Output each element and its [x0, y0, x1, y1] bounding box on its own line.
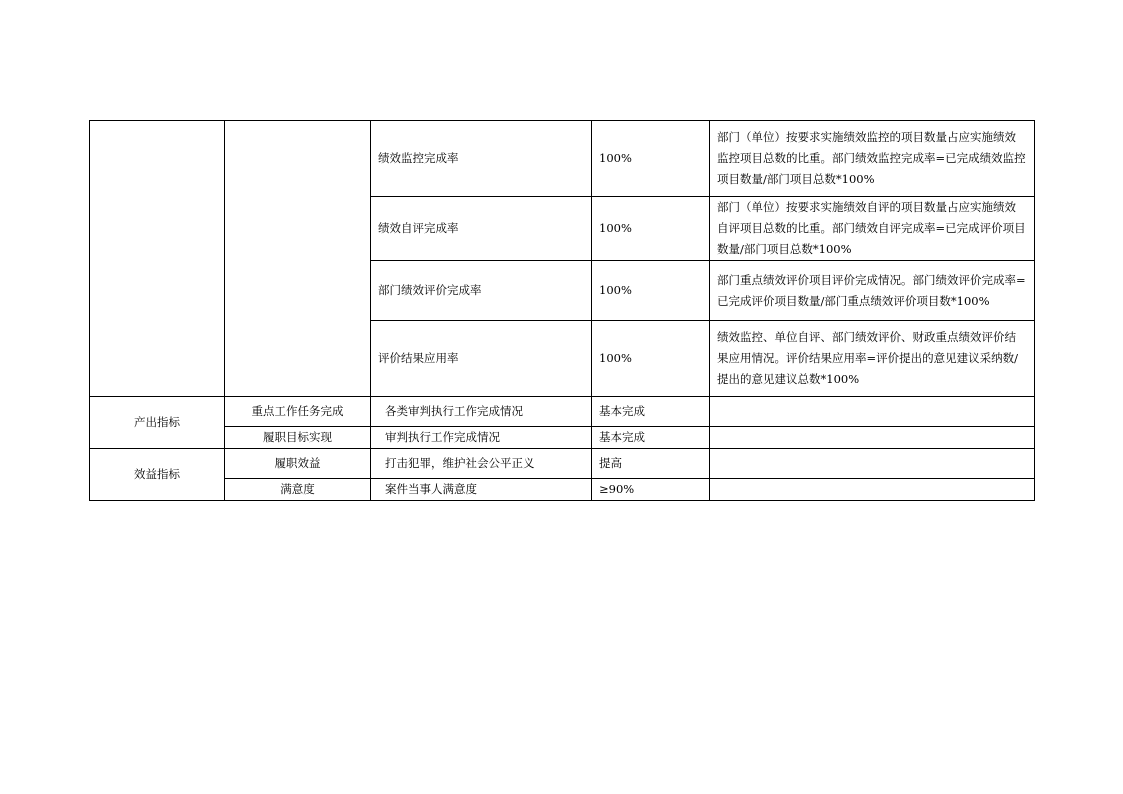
- value-cell: 100%: [592, 121, 710, 197]
- indicator-cell: 打击犯罪，维护社会公平正义: [371, 449, 592, 479]
- table-row: [90, 397, 1035, 427]
- indicator-cell: 审判执行工作完成情况: [371, 427, 592, 449]
- subcategory-cell: 履职目标实现: [225, 427, 371, 449]
- description-cell: 部门重点绩效评价项目评价完成情况。部门绩效评价完成率=已完成评价项目数量/部门重点绩效评价项目数*100%: [710, 261, 1035, 321]
- description-cell: 绩效监控、单位自评、部门绩效评价、财政重点绩效评价结果应用情况。评价结果应用率=评价提出的意见建议采纳数/提出的意见建议总数*100%: [710, 321, 1035, 397]
- value-cell: 基本完成: [592, 397, 710, 427]
- indicator-cell: 各类审判执行工作完成情况: [371, 397, 592, 427]
- category-benefit: 效益指标: [90, 449, 225, 501]
- value-cell: 基本完成: [592, 427, 710, 449]
- value-cell: 100%: [592, 261, 710, 321]
- table-row: [90, 121, 1035, 197]
- table-row: [90, 427, 1035, 449]
- subcategory-cell-empty: [225, 121, 371, 397]
- description-cell: [710, 479, 1035, 501]
- description-cell: 部门（单位）按要求实施绩效监控的项目数量占应实施绩效监控项目总数的比重。部门绩效监控完成率=已完成绩效监控项目数量/部门项目总数*100%: [710, 121, 1035, 197]
- table-row: [90, 449, 1035, 479]
- subcategory-cell: 履职效益: [225, 449, 371, 479]
- value-cell: 100%: [592, 197, 710, 261]
- indicator-cell: 案件当事人满意度: [371, 479, 592, 501]
- category-cell-empty: [90, 121, 225, 397]
- indicator-cell: 部门绩效评价完成率: [371, 261, 592, 321]
- description-cell: 部门（单位）按要求实施绩效自评的项目数量占应实施绩效自评项目总数的比重。部门绩效自评完成率=已完成评价项目数量/部门项目总数*100%: [710, 197, 1035, 261]
- indicator-cell: 评价结果应用率: [371, 321, 592, 397]
- subcategory-cell: 重点工作任务完成: [225, 397, 371, 427]
- description-cell: [710, 397, 1035, 427]
- indicator-cell: 绩效自评完成率: [371, 197, 592, 261]
- indicator-cell: 绩效监控完成率: [371, 121, 592, 197]
- category-output: 产出指标: [90, 397, 225, 449]
- subcategory-cell: 满意度: [225, 479, 371, 501]
- performance-indicator-table: [89, 120, 1035, 501]
- value-cell: 提高: [592, 449, 710, 479]
- value-cell: ≥90%: [592, 479, 710, 501]
- table-row: [90, 479, 1035, 501]
- value-cell: 100%: [592, 321, 710, 397]
- description-cell: [710, 449, 1035, 479]
- description-cell: [710, 427, 1035, 449]
